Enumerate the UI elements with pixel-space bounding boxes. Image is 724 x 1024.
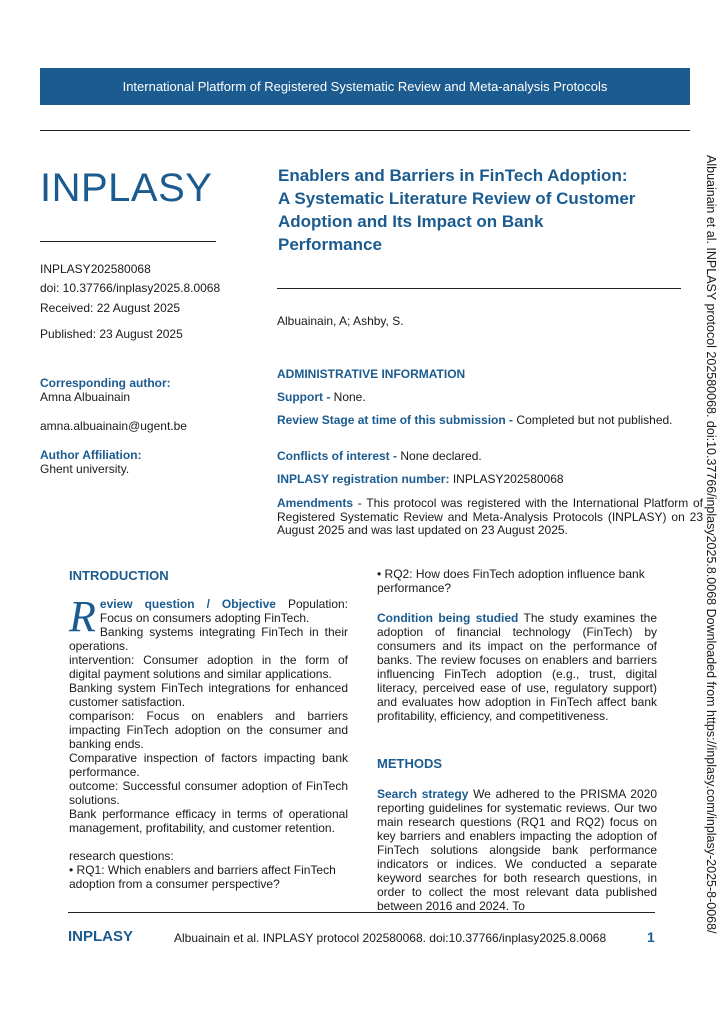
rq2-text: • RQ2: How does FinTech adoption influence bank performance? — [377, 567, 645, 595]
received-date: Received: 22 August 2025 — [40, 301, 181, 315]
admin-registration-number — [277, 473, 703, 487]
review-question-label: eview question / Objective — [99, 597, 276, 611]
intro-paragraph: Banking system FinTech integrations for enhanced customer satisfaction. — [69, 681, 348, 709]
published-date: Published: 23 August 2025 — [40, 327, 183, 341]
conflicts-label: Conflicts of interest - — [277, 449, 398, 463]
intro-paragraph: outcome: Successful consumer adoption of FinTech solutions. — [69, 779, 348, 807]
journal-banner — [40, 68, 690, 105]
banner-text: International Platform of Registered Systematic Review and Meta-analysis Protocols — [122, 79, 608, 94]
search-strategy-text: We adhered to the PRISMA 2020 reporting guidelines for systematic reviews. Our two main research questions (RQ1 and RQ2) focus on key barriers and enablers impacting the adoption of FinTech solutions alongside bank performance indicators or indices. We conducted a separate keyword searches for both research questions, in order to collect the most relevant data published between 2016 and 2024. To — [377, 787, 657, 913]
intro-paragraph: Banking systems integrating FinTech in their operations. — [69, 625, 348, 653]
header-divider — [40, 130, 690, 131]
inplasy-logo-text: INPLASY — [40, 166, 213, 210]
intro-paragraph: comparison: Focus on enablers and barriers impacting FinTech adoption on the consumer and banking ends. — [69, 709, 348, 751]
amendments-label: Amendments — [277, 496, 354, 510]
review-stage-value: Completed but not published. — [513, 413, 673, 427]
footer-brand: INPLASY — [68, 928, 134, 945]
conflicts-value: None declared. — [397, 449, 482, 463]
admin-amendments — [277, 497, 703, 538]
brand-divider — [40, 241, 216, 242]
intro-paragraph: • RQ1: Which enablers and barriers affect FinTech adoption from a consumer perspective? — [69, 863, 336, 891]
admin-heading: ADMINISTRATIVE INFORMATION — [277, 367, 466, 381]
condition-label: Condition being studied — [377, 611, 519, 625]
search-strategy-label: Search strategy — [377, 787, 469, 801]
drop-cap: R — [69, 592, 96, 641]
title-line: A Systematic Literature Review of Customer — [278, 189, 636, 208]
amendments-value: - This protocol was registered with the International Platform of Registered Systematic Review and Meta-Analysis Protocols (INPLASY) on 23 August 2025 and was last updated on 23 August 2025. — [277, 496, 703, 537]
page-number: 1 — [647, 929, 655, 945]
regnum-value: INPLASY202580068 — [449, 472, 564, 486]
title-line: Enablers and Barriers in FinTech Adoption: — [278, 166, 628, 185]
authors: Albuainain, A; Ashby, S. — [277, 314, 404, 328]
article-title — [278, 164, 678, 256]
regnum-label: INPLASY registration number: — [277, 472, 450, 486]
doi-link[interactable]: doi: 10.37766/inplasy2025.8.0068 — [40, 281, 221, 295]
admin-review-stage — [277, 414, 703, 428]
title-line: Adoption and Its Impact on Bank — [278, 212, 544, 231]
intro-paragraph: research questions: — [69, 849, 174, 863]
admin-support — [277, 391, 703, 405]
review-stage-label: Review Stage at time of this submission - — [277, 413, 514, 427]
condition-text: The study examines the adoption of financial technology (FinTech) by consumers and its impact on the performance of banks. The review focuses on enablers and barriers influencing FinTech adoption (e.g., trust, digital literacy, perceived ease of use, regulatory support) and evaluates how adoption in FinTech affect bank profitability, efficiency, and competitiveness. — [377, 611, 657, 723]
admin-conflicts — [277, 450, 703, 464]
corresponding-author-name: Amna Albuainain — [40, 390, 131, 404]
search-strategy-paragraph — [377, 787, 657, 913]
footer-citation: Albuainain et al. INPLASY protocol 202580068. doi:10.37766/inplasy2025.8.0068 — [174, 931, 607, 945]
affiliation-value: Ghent university. — [40, 462, 130, 476]
intro-paragraph: intervention: Consumer adoption in the form of digital payment solutions and similar applications. — [69, 653, 348, 681]
footer-divider — [68, 912, 655, 913]
vertical-citation: Albuainain et al. INPLASY protocol 202580068. doi:10.37766/inplasy2025.8.0068 Downloaded from https://inplasy.com/inplasy-2025-8-0068/ — [704, 155, 718, 934]
intro-paragraph: Comparative inspection of factors impacting bank performance. — [69, 751, 348, 779]
title-divider — [277, 288, 681, 289]
methods-heading: METHODS — [377, 756, 442, 771]
introduction-body — [69, 592, 349, 891]
title-line: Performance — [278, 235, 382, 254]
corresponding-author-label: Corresponding author: — [40, 376, 171, 390]
intro-paragraph: Bank performance efficacy in terms of operational management, profitability, and customer retention. — [69, 807, 348, 835]
condition-paragraph — [377, 611, 657, 723]
registration-id: INPLASY202580068 — [40, 262, 151, 276]
support-label: Support - — [277, 390, 331, 404]
intro-text: Population: Focus on consumers adopting FinTech. — [99, 597, 349, 625]
corresponding-author-email[interactable]: amna.albuainain@ugent.be — [40, 419, 187, 433]
support-value: None. — [330, 390, 366, 404]
affiliation-label: Author Affiliation: — [40, 448, 142, 462]
introduction-heading: INTRODUCTION — [69, 568, 169, 583]
